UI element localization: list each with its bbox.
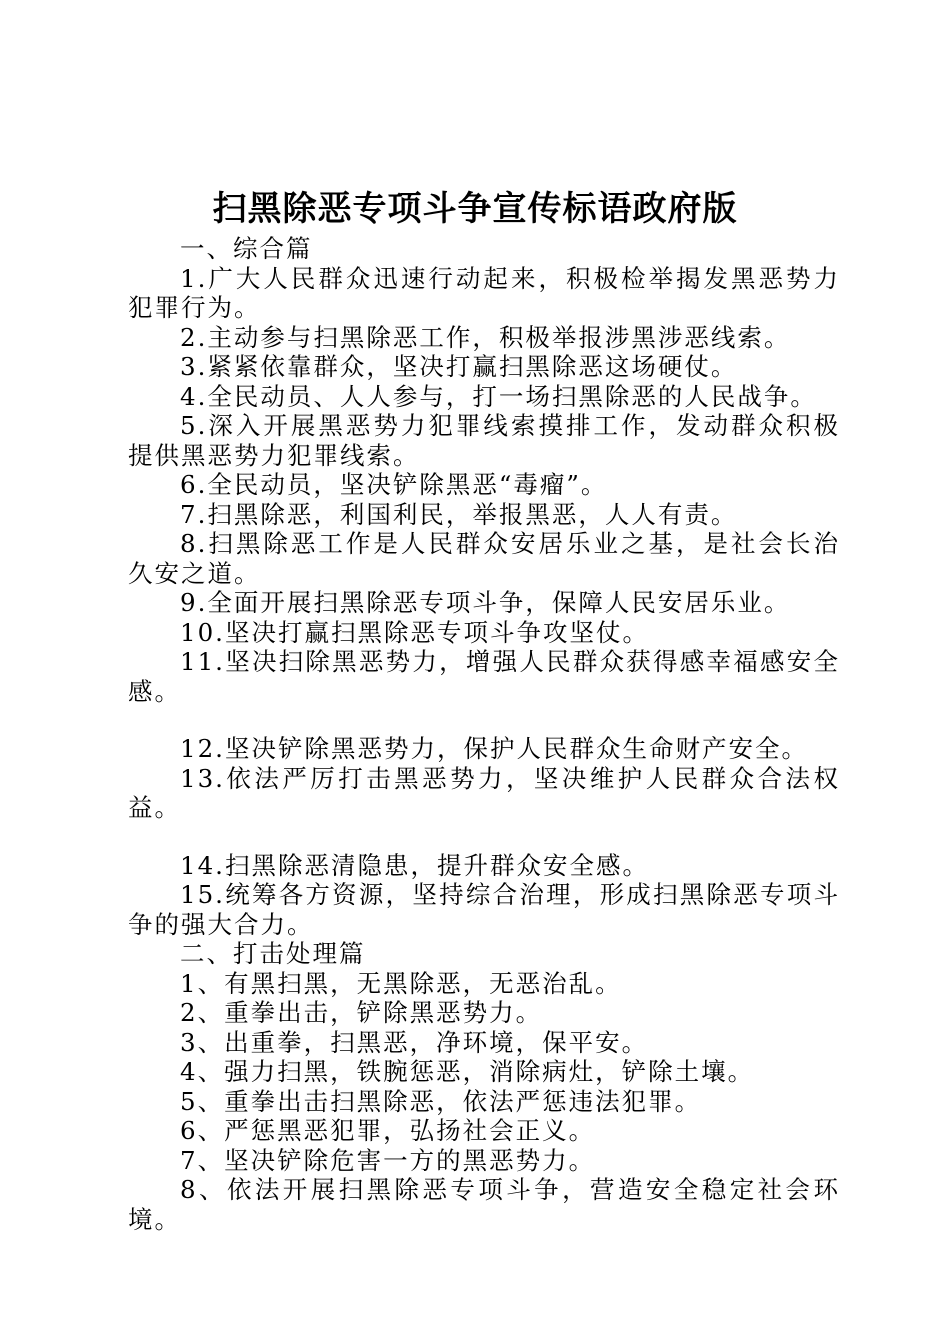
- slogan-item: 8.扫黑除恶工作是人民群众安居乐业之基，是社会长治久安之道。: [128, 529, 840, 588]
- section-heading-comprehensive: 一、综合篇: [180, 234, 313, 263]
- slogan-item: 10.坚决打赢扫黑除恶专项斗争攻坚仗。: [180, 617, 649, 647]
- slogan-item: 8、依法开展扫黑除恶专项斗争，营造安全稳定社会环境。: [128, 1175, 840, 1234]
- slogan-item: 3.紧紧依靠群众，坚决打赢扫黑除恶这场硬仗。: [180, 352, 738, 381]
- slogan-item: 2、重拳出击，铲除黑恶势力。: [180, 998, 543, 1027]
- slogan-item: 5.深入开展黑恶势力犯罪线索摸排工作，发动群众积极提供黑恶势力犯罪线索。: [128, 411, 840, 470]
- section-heading-crackdown: 二、打击处理篇: [180, 939, 366, 968]
- document-title: 扫黑除恶专项斗争宣传标语政府版: [212, 189, 738, 229]
- slogan-item: 13.依法严厉打击黑恶势力，坚决维护人民群众合法权益。: [128, 763, 840, 822]
- slogan-item: 3、出重拳，扫黑恶，净环境，保平安。: [180, 1027, 649, 1057]
- slogan-item: 2.主动参与扫黑除恶工作，积极举报涉黑涉恶线索。: [180, 322, 791, 352]
- slogan-item: 7、坚决铲除危害一方的黑恶势力。: [180, 1145, 596, 1175]
- slogan-item: 9.全面开展扫黑除恶专项斗争，保障人民安居乐业。: [180, 588, 791, 617]
- slogan-item: 4、强力扫黑，铁腕惩恶，消除病灶，铲除土壤。: [180, 1057, 755, 1086]
- slogan-item: 12.坚决铲除黑恶势力，保护人民群众生命财产安全。: [180, 734, 808, 763]
- slogan-item: 15.统筹各方资源，坚持综合治理，形成扫黑除恶专项斗争的强大合力。: [128, 880, 840, 939]
- slogan-item: 6.全民动员，坚决铲除黑恶“毒瘤”。: [180, 470, 608, 499]
- slogan-item: 6、严惩黑恶犯罪，弘扬社会正义。: [180, 1116, 596, 1145]
- slogan-item: 14.扫黑除恶清隐患，提升群众安全感。: [180, 850, 649, 880]
- document-body: [128, 234, 840, 1234]
- slogan-item: 1.广大人民群众迅速行动起来，积极检举揭发黑恶势力犯罪行为。: [128, 263, 840, 322]
- slogan-item: 4.全民动员、人人参与，打一场扫黑除恶的人民战争。: [180, 381, 817, 411]
- slogan-item: 5、重拳出击扫黑除恶，依法严惩违法犯罪。: [180, 1086, 702, 1116]
- slogan-item: 7.扫黑除恶，利国利民，举报黑恶，人人有责。: [180, 499, 738, 529]
- slogan-item: 11.坚决扫除黑恶势力，增强人民群众获得感幸福感安全感。: [128, 647, 840, 706]
- slogan-item: 1、有黑扫黑，无黑除恶，无恶治乱。: [180, 968, 622, 998]
